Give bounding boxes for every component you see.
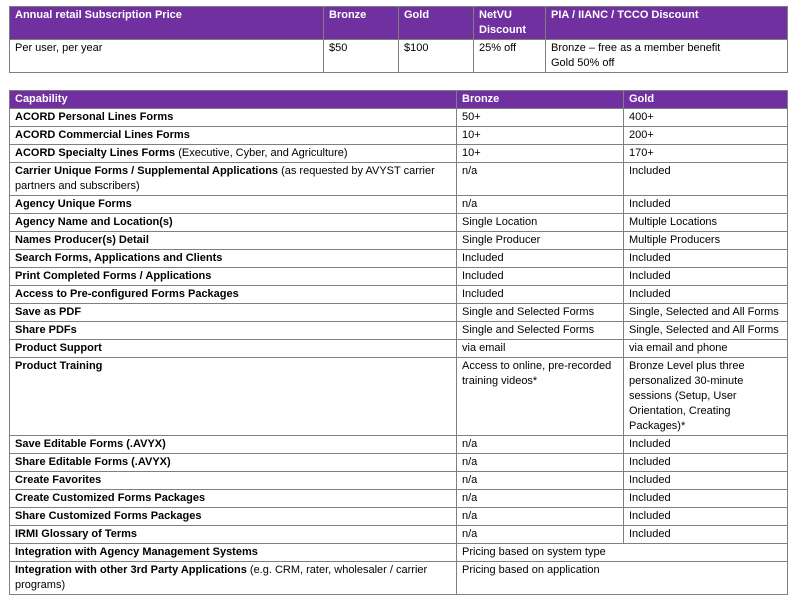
table-row — [10, 508, 788, 526]
pricing-row — [10, 40, 788, 73]
capability-name — [10, 526, 457, 544]
capability-bronze: n/a — [457, 526, 624, 544]
table-row — [10, 358, 788, 436]
capability-name-text: Carrier Unique Forms / Supplemental Applications — [15, 165, 279, 177]
capability-gold: Included — [624, 454, 788, 472]
table-row — [10, 472, 788, 490]
capability-name — [10, 544, 457, 562]
capability-bronze: via email — [457, 340, 624, 358]
pricing-header-row — [10, 7, 788, 40]
capability-bronze: 10+ — [457, 127, 624, 145]
capability-name-text: Access to Pre-configured Forms Packages — [15, 288, 239, 300]
capability-gold: Included — [624, 286, 788, 304]
capability-name-text: Integration with other 3rd Party Applications — [15, 564, 247, 576]
pia-line-2: Gold 50% off — [551, 57, 615, 69]
capability-name — [10, 358, 457, 436]
table-row — [10, 127, 788, 145]
capability-name-text: Create Favorites — [15, 474, 102, 486]
capability-gold: Included — [624, 526, 788, 544]
table-row — [10, 145, 788, 163]
capability-bronze: n/a — [457, 490, 624, 508]
pricing-header-bronze: Bronze — [324, 7, 399, 40]
capability-name — [10, 109, 457, 127]
capability-name-text: Share Customized Forms Packages — [15, 510, 202, 522]
capability-name-text: ACORD Commercial Lines Forms — [15, 129, 190, 141]
capability-bronze: Included — [457, 268, 624, 286]
capability-header-row — [10, 91, 788, 109]
capability-name-text: IRMI Glossary of Terms — [15, 528, 138, 540]
table-row — [10, 268, 788, 286]
pia-line-1: Bronze – free as a member benefit — [551, 42, 721, 54]
pricing-row-gold: $100 — [399, 40, 474, 73]
table-row — [10, 163, 788, 196]
capability-gold: Included — [624, 472, 788, 490]
capability-bronze: Single Location — [457, 214, 624, 232]
capability-bronze: n/a — [457, 436, 624, 454]
table-row — [10, 454, 788, 472]
capability-header-bronze: Bronze — [457, 91, 624, 109]
capability-bronze: n/a — [457, 163, 624, 196]
table-row — [10, 436, 788, 454]
capability-rows — [10, 109, 788, 595]
capability-name-text: Product Support — [15, 342, 102, 354]
capability-bronze: n/a — [457, 472, 624, 490]
capability-gold: Multiple Producers — [624, 232, 788, 250]
capability-name — [10, 490, 457, 508]
pricing-row-netvu: 25% off — [474, 40, 546, 73]
capability-name — [10, 268, 457, 286]
capability-note: (Executive, Cyber, and Agriculture) — [175, 147, 348, 159]
capability-name — [10, 250, 457, 268]
capability-bronze: n/a — [457, 196, 624, 214]
capability-table — [9, 90, 788, 595]
capability-name — [10, 508, 457, 526]
capability-name-text: Integration with Agency Management Systems — [15, 546, 258, 558]
capability-name — [10, 454, 457, 472]
capability-name-text: Agency Unique Forms — [15, 198, 132, 210]
capability-gold: Included — [624, 250, 788, 268]
capability-name-text: Product Training — [15, 360, 103, 372]
table-row — [10, 196, 788, 214]
table-row — [10, 250, 788, 268]
table-row — [10, 214, 788, 232]
table-row — [10, 544, 788, 562]
capability-name-text: Names Producer(s) Detail — [15, 234, 149, 246]
capability-bronze: Single and Selected Forms — [457, 322, 624, 340]
capability-name-text: Save Editable Forms (.AVYX) — [15, 438, 166, 450]
capability-name-text: Search Forms, Applications and Clients — [15, 252, 223, 264]
table-row — [10, 232, 788, 250]
capability-gold: 200+ — [624, 127, 788, 145]
capability-name — [10, 196, 457, 214]
capability-name — [10, 286, 457, 304]
pricing-row-bronze: $50 — [324, 40, 399, 73]
capability-gold: 170+ — [624, 145, 788, 163]
pricing-row-label: Per user, per year — [10, 40, 324, 73]
capability-note: (as requested by AVYST carrier partners and subscribers) — [15, 165, 435, 192]
capability-gold: Included — [624, 163, 788, 196]
capability-gold: Included — [624, 268, 788, 286]
capability-bronze: Access to online, pre-recorded training videos* — [457, 358, 624, 436]
table-row — [10, 340, 788, 358]
capability-bronze: n/a — [457, 454, 624, 472]
capability-gold: Single, Selected and All Forms — [624, 304, 788, 322]
capability-name — [10, 562, 457, 595]
pricing-table — [9, 6, 788, 73]
capability-name — [10, 472, 457, 490]
capability-bronze: Included — [457, 250, 624, 268]
capability-name — [10, 163, 457, 196]
capability-name-text: Print Completed Forms / Applications — [15, 270, 212, 282]
capability-header-label: Capability — [10, 91, 457, 109]
capability-name — [10, 145, 457, 163]
capability-bronze: n/a — [457, 508, 624, 526]
capability-bronze: 50+ — [457, 109, 624, 127]
capability-name — [10, 304, 457, 322]
pricing-row-pia — [546, 40, 788, 73]
capability-bronze: 10+ — [457, 145, 624, 163]
pricing-header-netvu: NetVU Discount — [474, 7, 546, 40]
capability-name-text: Share Editable Forms (.AVYX) — [15, 456, 171, 468]
capability-bronze: Single Producer — [457, 232, 624, 250]
table-row — [10, 304, 788, 322]
capability-gold: 400+ — [624, 109, 788, 127]
capability-header-gold: Gold — [624, 91, 788, 109]
table-row — [10, 490, 788, 508]
table-row — [10, 322, 788, 340]
capability-gold: Bronze Level plus three personalized 30-minute sessions (Setup, User Orientation, Creating Packages)* — [624, 358, 788, 436]
capability-name-text: Create Customized Forms Packages — [15, 492, 206, 504]
capability-name — [10, 127, 457, 145]
table-row — [10, 109, 788, 127]
pricing-header-label: Annual retail Subscription Price — [10, 7, 324, 40]
capability-pricing: Pricing based on application — [457, 562, 788, 595]
capability-gold: Single, Selected and All Forms — [624, 322, 788, 340]
capability-name — [10, 232, 457, 250]
capability-gold: Included — [624, 508, 788, 526]
capability-pricing: Pricing based on system type — [457, 544, 788, 562]
capability-name-text: Save as PDF — [15, 306, 82, 318]
pricing-header-gold: Gold — [399, 7, 474, 40]
capability-gold: Multiple Locations — [624, 214, 788, 232]
table-row — [10, 286, 788, 304]
capability-name-text: ACORD Specialty Lines Forms — [15, 147, 176, 159]
capability-gold: via email and phone — [624, 340, 788, 358]
capability-name-text: Share PDFs — [15, 324, 77, 336]
capability-name — [10, 214, 457, 232]
capability-name — [10, 322, 457, 340]
capability-name — [10, 340, 457, 358]
capability-bronze: Single and Selected Forms — [457, 304, 624, 322]
capability-gold: Included — [624, 490, 788, 508]
capability-name — [10, 436, 457, 454]
capability-bronze: Included — [457, 286, 624, 304]
capability-note: (e.g. CRM, rater, wholesaler / carrier programs) — [15, 564, 428, 591]
table-row — [10, 526, 788, 544]
capability-gold: Included — [624, 436, 788, 454]
table-row — [10, 562, 788, 595]
capability-gold: Included — [624, 196, 788, 214]
capability-name-text: Agency Name and Location(s) — [15, 216, 173, 228]
pricing-header-pia: PIA / IIANC / TCCO Discount — [546, 7, 788, 40]
capability-name-text: ACORD Personal Lines Forms — [15, 111, 174, 123]
